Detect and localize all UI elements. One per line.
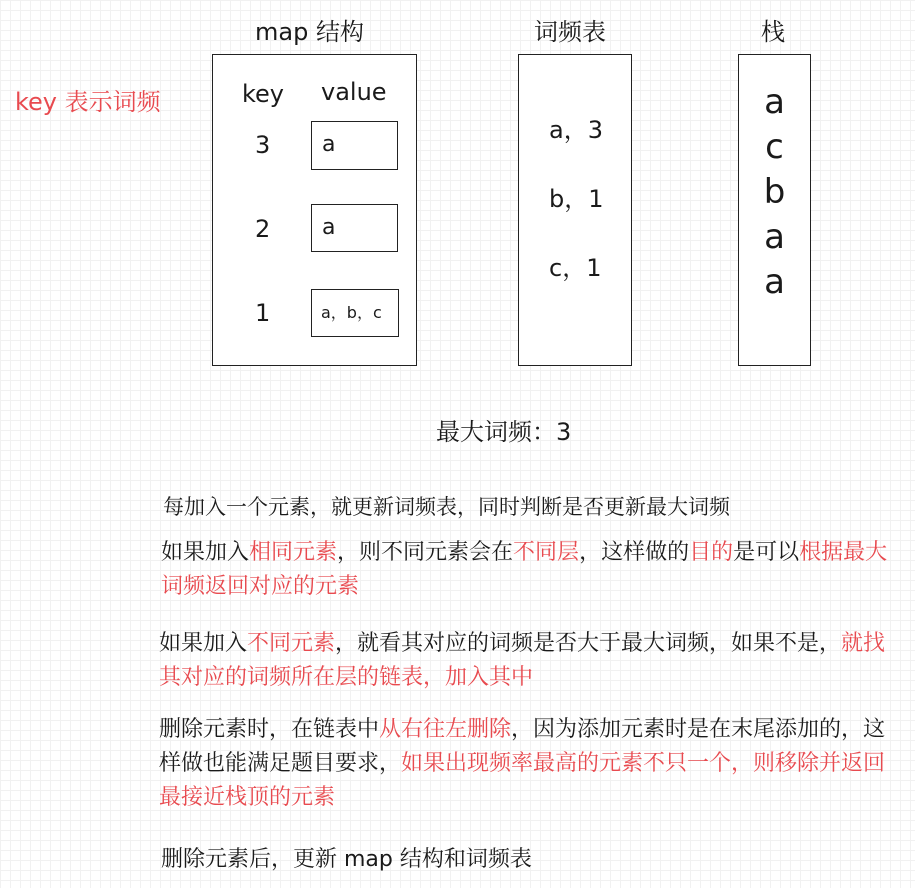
note-text: ，因为添加元素时是在末尾添加的，这样做也能满足题目要求，: [159, 717, 886, 776]
highlighted-text: 如果出现频率最高的元素不只一个，则移除并返回最接近栈顶的元素: [159, 751, 886, 810]
max-frequency-label: 最大词频：3: [436, 418, 572, 446]
note-after-delete: 删除元素后，更新 map 结构和词频表: [161, 847, 532, 872]
map-row-value: a，b，c: [311, 289, 399, 337]
highlighted-text: 不同层: [513, 540, 580, 565]
note-text: ，则不同元素会在: [337, 540, 514, 565]
note-text: 如果加入: [159, 631, 248, 656]
map-row-key: 2: [255, 215, 271, 243]
highlighted-text: 目的: [689, 540, 734, 565]
map-structure-title: map 结构: [255, 18, 364, 46]
frequency-table-title: 词频表: [534, 18, 606, 46]
highlighted-text: 相同元素: [249, 540, 338, 565]
note-different-element: [159, 627, 894, 695]
note-text: 是可以: [733, 540, 800, 565]
key-note: key 表示词频: [15, 88, 161, 116]
map-header-value: value: [321, 78, 387, 106]
note-update-frequency: 每加入一个元素，就更新词频表，同时判断是否更新最大词频: [163, 495, 730, 519]
highlighted-text: 就找其对应的词频所在层的链表，加入其中: [159, 631, 886, 690]
stack-item: c: [765, 127, 784, 167]
note-same-element: [161, 536, 896, 604]
map-row-key: 1: [255, 299, 271, 327]
stack-item: a: [764, 217, 785, 257]
frequency-table-box: [518, 54, 632, 366]
stack-item: a: [764, 82, 785, 122]
note-text: ，就看其对应的词频是否大于最大词频，如果不是，: [335, 631, 842, 656]
highlighted-text: 从右往左删除: [379, 717, 512, 742]
note-delete-element: [159, 713, 894, 815]
map-row-value: a: [311, 204, 398, 252]
map-header-key: key: [242, 80, 285, 108]
highlighted-text: 不同元素: [247, 631, 336, 656]
frequency-entry: b，1: [549, 185, 604, 213]
stack-item: b: [763, 172, 786, 212]
stack-box: [738, 54, 811, 366]
frequency-entry: a，3: [549, 116, 603, 144]
note-text: 如果加入: [161, 540, 250, 565]
frequency-entry: c，1: [549, 254, 602, 282]
stack-item: a: [764, 262, 785, 302]
map-row-value: a: [311, 121, 398, 170]
map-row-key: 3: [255, 131, 271, 159]
note-text: ，这样做的: [579, 540, 690, 565]
highlighted-text: 根据最大词频返回对应的元素: [161, 540, 888, 599]
stack-title: 栈: [761, 18, 785, 46]
note-text: 删除元素时，在链表中: [159, 717, 380, 742]
